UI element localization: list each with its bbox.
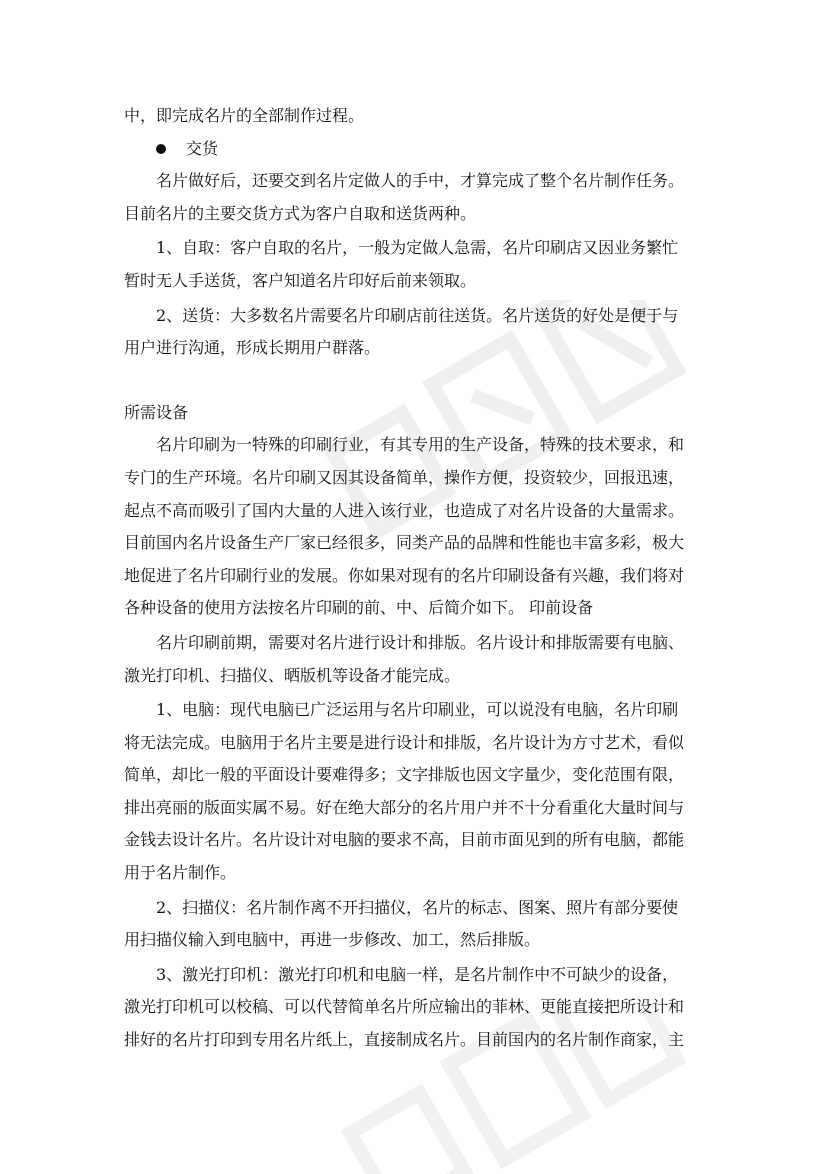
paragraph-line: 3、激光打印机：激光打印机和电脑一样，是名片制作中不可缺少的设备，: [156, 964, 679, 984]
paragraph-line: 起点不高而吸引了国内大量的人进入该行业，也造成了对名片设备的大量需求。: [124, 500, 685, 520]
paragraph-line: 用于名片制作。: [124, 863, 237, 883]
paragraph-line: 用扫描仪输入到电脑中，再进一步修改、加工，然后排版。: [124, 930, 541, 950]
bullet-item-delivery: [124, 133, 708, 166]
paragraph-line: 1、自取：客户自取的名片，一般为定做人急需，名片印刷店又因业务繁忙: [156, 238, 679, 258]
paragraph-line: 地促进了名片印刷行业的发展。你如果对现有的名片印刷设备有兴趣，我们将对: [124, 565, 685, 585]
paragraph-line: 中，即完成名片的全部制作过程。: [124, 106, 365, 125]
paragraph-line: 专门的生产环境。名片印刷又因其设备简单，操作方便，投资较少，回报迅速，: [124, 467, 685, 487]
paragraph-line: 2、送货：大多数名片需要名片印刷店前往送货。名片送货的好处是便于与: [156, 305, 679, 325]
paragraph-line: 1、电脑：现代电脑已广泛运用与名片印刷业，可以说没有电脑，名片印刷: [156, 700, 679, 720]
paragraph-line: 目前国内名片设备生产厂家已经很多，同类产品的品牌和性能也丰富多彩，极大: [124, 533, 685, 553]
paragraph-line: 排出亮丽的版面实属不易。好在绝大部分的名片用户并不十分看重化大量时间与: [124, 797, 685, 817]
paragraph-line: 名片印刷为一特殊的印刷行业，有其专用的生产设备，特殊的技术要求，和: [156, 435, 685, 455]
paragraph-line: 名片做好后，还要交到名片定做人的手中，才算完成了整个名片制作任务。: [156, 171, 685, 191]
paragraph-line: 暂时无人手送货，客户知道名片印好后前来领取。: [124, 270, 477, 290]
paragraph-line: 金钱去设计名片。名片设计对电脑的要求不高，目前市面见到的所有电脑，都能: [124, 830, 685, 850]
bullet-label: 交货: [186, 138, 219, 158]
paragraph-line: 激光打印机、扫描仪、晒版机等设备才能完成。: [124, 665, 461, 685]
bullet-icon: [156, 144, 166, 154]
paragraph-line: 激光打印机可以校稿、可以代替简单名片所应输出的菲林、更能直接把所设计和: [124, 997, 685, 1017]
paragraph-line: 名片印刷前期，需要对名片进行设计和排版。名片设计和排版需要有电脑、: [156, 632, 685, 652]
paragraph-line: 2、扫描仪：名片制作离不开扫描仪，名片的标志、图案、照片有部分要使: [156, 897, 679, 917]
document-body: [124, 100, 708, 1057]
paragraph-line: 排好的名片打印到专用名片纸上，直接制成名片。目前国内的名片制作商家，主: [124, 1030, 685, 1050]
paragraph-line: 将无法完成。电脑用于名片主要是进行设计和排版，名片设计为方寸艺术，看似: [124, 732, 685, 752]
paragraph-line: 目前名片的主要交货方式为客户自取和送货两种。: [124, 203, 477, 223]
paragraph-line: 简单，却比一般的平面设计要难得多；文字排版也因文字量少，变化范围有限，: [124, 765, 685, 785]
paragraph-line: 用户进行沟通，形成长期用户群落。: [124, 338, 381, 358]
paragraph-line: 各种设备的使用方法按名片印刷的前、中、后简介如下。 印前设备: [124, 598, 594, 618]
section-heading: 所需设备: [124, 402, 189, 422]
